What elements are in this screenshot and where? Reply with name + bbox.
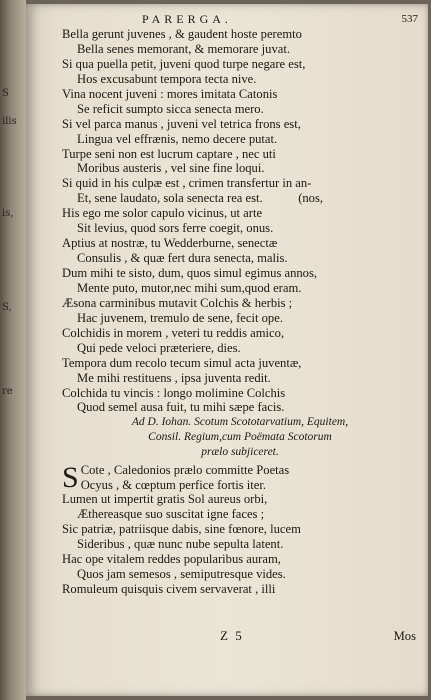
book-page [26,4,428,696]
signature-mark: Z 5 [220,628,244,643]
verse-line: Quod semel ausa fuit, tu mihi sæpe facis. [77,400,285,415]
poem-body [62,492,301,597]
drop-cap: S [62,461,79,494]
heading-line: prælo subjiceret. [201,445,279,458]
verse-line: Me mihi restituens , ipsa juventa redit. [77,370,271,385]
heading-line: Consil. Regium,cum Poëmata Scotorum [148,430,332,443]
verse-line: Qui pede veloci præteriere, dies. [77,340,241,355]
page-header [62,12,418,26]
verse-line: Sic patriæ, patriisque dabis, sine fœnore, lucem [62,521,301,536]
heading-line: Ad D. Iohan. Scotum Scototarvatium, Equitem, [131,416,349,428]
margin-fragment: ilis [2,116,17,127]
verse-line: Bella senes memorant, & memorare juvat. [77,41,290,56]
verse-line: Romuleum quisquis civem servaverat , illi [62,581,276,596]
overflow-fragment: (nos, [298,191,324,206]
verse-line: Æsona carminibus mutavit Colchis & herbis ; [62,295,293,310]
verse-line: Se reficit sumpto sicca senecta mero. [77,101,264,116]
poem-dedication-heading [62,415,418,460]
poem-to-scot [62,463,301,597]
verse-line: Bella gerunt juvenes , & gaudent hoste peremto [62,27,302,41]
verse-line: Colchida tu vincis : longo molimine Colchis [62,385,286,400]
verse-line: Lingua vel effrænis, nemo decere putat. [77,131,278,146]
verse-line: Æthereasque suo suscitat igne faces ; [77,506,265,521]
verse-line: Moribus austeris , vel sine fine loqui. [77,161,265,176]
adjacent-page-edge [0,0,26,700]
verse-line: Ocyus , & cœptum perfice fortis iter. [80,477,267,492]
verse-line: Sideribus , quæ nunc nube sepulta latent. [77,536,284,551]
verse-line: Si vel parca manus , juveni vel tetrica frons est, [62,116,301,131]
verse-line: Sit levius, quod sors ferre coegit, onus. [77,221,274,236]
margin-fragment: is, [2,208,14,219]
verse-line: Hac juvenem, tremulo de sene, fecit ope. [77,310,283,325]
verse-line: Tempora dum recolo tecum simul acta juventæ, [62,355,302,370]
verse-line: Dum mihi te sisto, dum, quos simul egimus annos, [62,266,318,280]
verse-line: Consulis , & quæ fert dura senecta, malis. [77,251,288,266]
verse-line: Cote , Caledonios prælo committe Poetas [80,463,290,477]
verse-line: Lumen ut impertit gratis Sol aureus orbi, [62,492,268,506]
verse-line: Si qua puella petit, juveni quod turpe negare est, [62,56,306,71]
verse-line: Aptius at nostræ, tu Wedderburne, senectæ [62,236,278,251]
catchword: Mos [393,629,416,643]
verse-line: Vina nocent juveni : mores imitata Catonis [62,86,278,101]
poem-opening [62,463,301,492]
page-number: 537 [401,13,418,25]
verse-line: Turpe seni non est lucrum captare , nec uti [62,146,276,161]
verse-line: Si quid in his culpæ est , crimen transfertur in an- [62,176,312,191]
verse-line: His ego me solor capulo vicinus, ut arte [62,206,263,221]
verse-line: Quos jam semesos , semiputresque vides. [77,566,286,581]
verse-line-text: Et, sene laudato, sola senecta rea est. [77,191,263,206]
verse-line: Colchidis in morem , veteri tu reddis amico, [62,325,285,340]
margin-fragment: re [2,386,13,397]
running-head: PARERGA. [142,12,232,26]
verse-line: Hos excusabunt tempora tecta nive. [77,71,257,86]
poem-elegy [62,27,324,415]
verse-line [62,191,324,206]
margin-fragment: S, [2,302,12,313]
margin-fragment: S [2,88,9,99]
verse-line: Hac ope vitalem reddes popularibus auram, [62,551,281,566]
verse-line: Mente puto, mutor,nec mihi sum,quod eram. [77,280,302,295]
